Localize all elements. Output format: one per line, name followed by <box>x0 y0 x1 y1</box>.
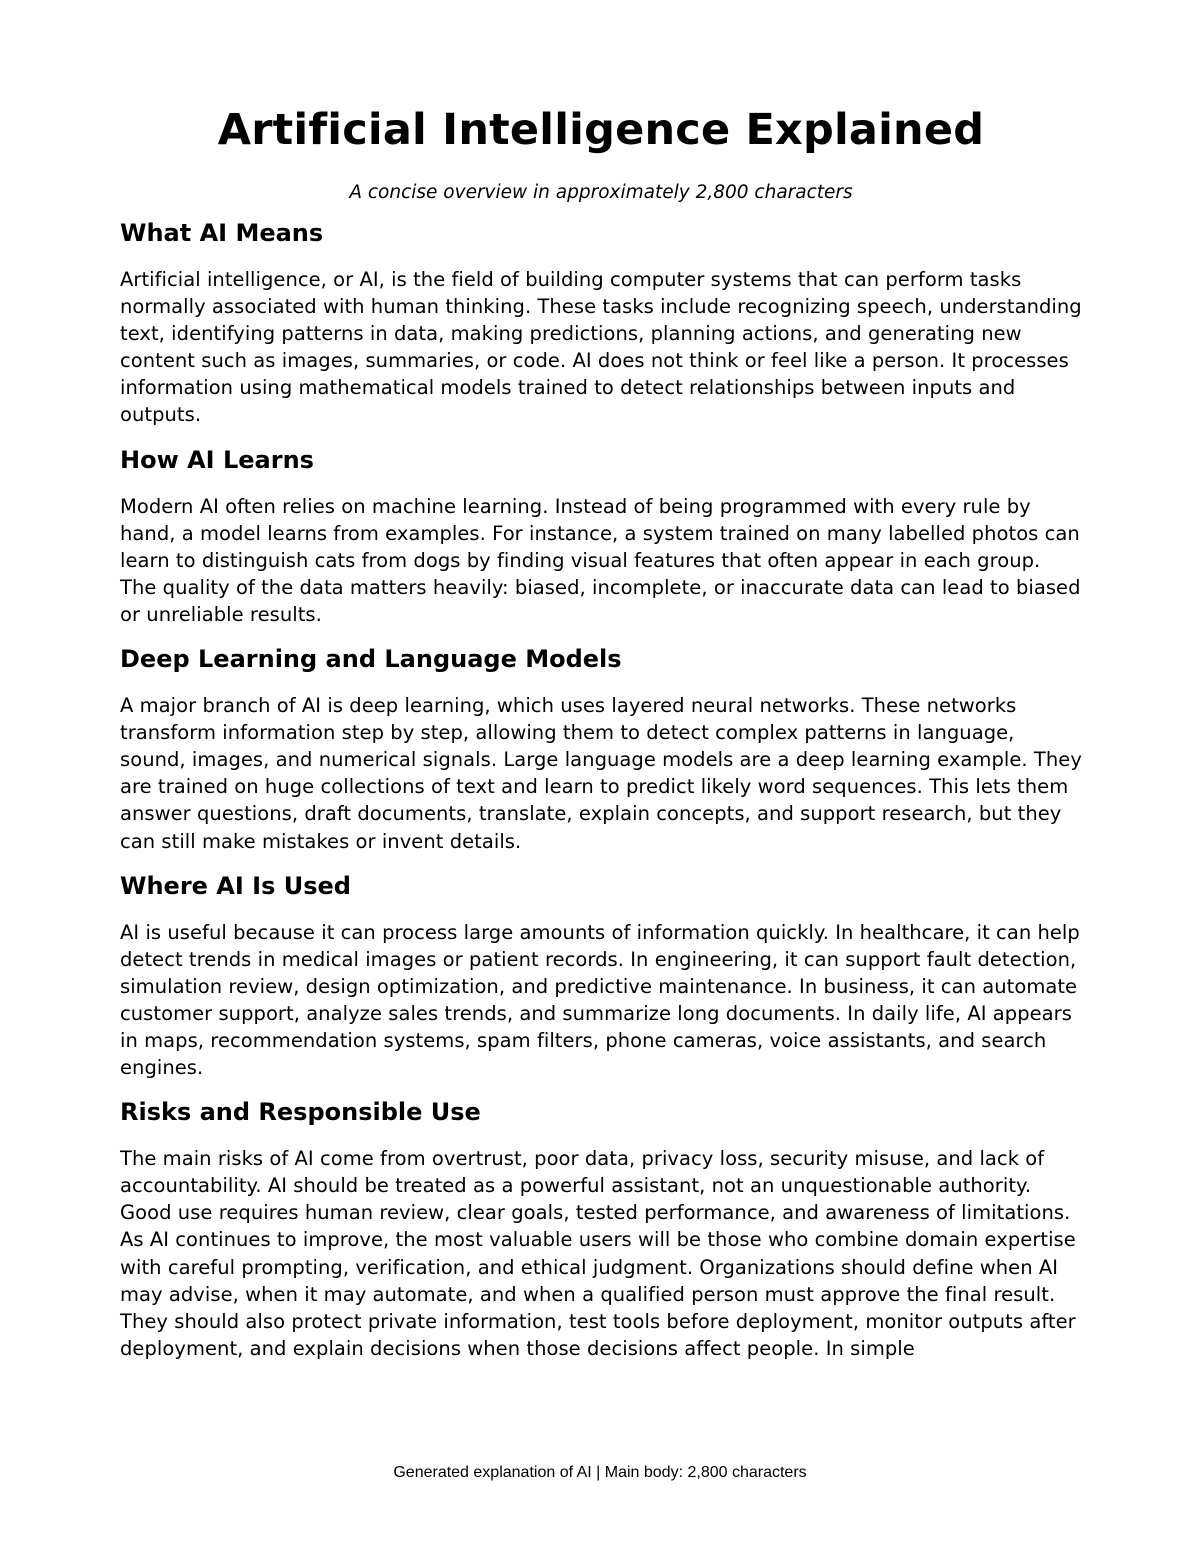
section-paragraph: A major branch of AI is deep learning, which uses layered neural networks. These networks transform information step by step, allowing them to detect complex patterns in language, sound, images, and numerical signals. Large language models are a deep learning example. They are trained on huge collections of text and learn to predict likely word sequences. This lets them answer questions, draft documents, translate, explain concepts, and support research, but they can still make mistakes or invent details. <box>120 694 1082 853</box>
section-paragraph: Modern AI often relies on machine learning. Instead of being programmed with every rule by hand, a model learns from examples. For instance, a system trained on many labelled photos can learn to distinguish cats from dogs by finding visual features that often appear in each group. The quality of the data matters heavily: biased, incomplete, or inaccurate data can lead to biased or unreliable results. <box>120 494 1081 626</box>
document-subtitle: A concise overview in approximately 2,800 characters <box>349 182 853 203</box>
page-footer: Generated explanation of AI | Main body: 2,800 characters <box>393 1464 807 1481</box>
section-deep-learning <box>120 642 1082 855</box>
section-how-ai-learns <box>120 443 1082 628</box>
document-title: Artificial Intelligence Explained <box>217 105 985 155</box>
section-heading: What AI Means <box>120 219 324 247</box>
section-heading: How AI Learns <box>120 445 314 474</box>
section-heading: Deep Learning and Language Models <box>120 645 622 674</box>
section-risks-responsible-use <box>120 1095 1082 1362</box>
section-where-ai-is-used <box>120 869 1082 1082</box>
section-heading: Risks and Responsible Use <box>120 1098 481 1127</box>
document-content <box>120 102 1082 1362</box>
section-paragraph: Artificial intelligence, or AI, is the field of building computer systems that can perform tasks normally associated with human thinking. These tasks include recognizing speech, understanding text, identifying patterns in data, making predictions, planning actions, and generating new content such as images, summaries, or code. AI does not think or feel like a person. It processes information using mathematical models trained to detect relationships between inputs and outputs. <box>120 268 1082 427</box>
section-what-ai-means <box>120 216 1082 429</box>
section-paragraph: AI is useful because it can process large amounts of information quickly. In healthcare, it can help detect trends in medical images or patient records. In engineering, it can support fault detection, simulation review, design optimization, and predictive maintenance. In business, it can automate customer support, analyze sales trends, and summarize long documents. In daily life, AI appears in maps, recommendation systems, spam filters, phone cameras, voice assistants, and search engines. <box>120 920 1080 1080</box>
section-paragraph: The main risks of AI come from overtrust, poor data, privacy loss, security misuse, and lack of accountability. AI should be treated as a powerful assistant, not an unquestionable authority. Good use requires human review, clear goals, tested performance, and awareness of limitations. As AI continues to improve, the most valuable users will be those who combine domain expertise with careful prompting, verification, and ethical judgment. Organizations should define when AI may advise, when it may automate, and when a qualified person must approve the final result. They should also protect private information, test tools before deployment, monitor outputs after deployment, and explain decisions when those decisions affect people. In simple <box>120 1147 1076 1360</box>
section-heading: Where AI Is Used <box>120 871 351 900</box>
